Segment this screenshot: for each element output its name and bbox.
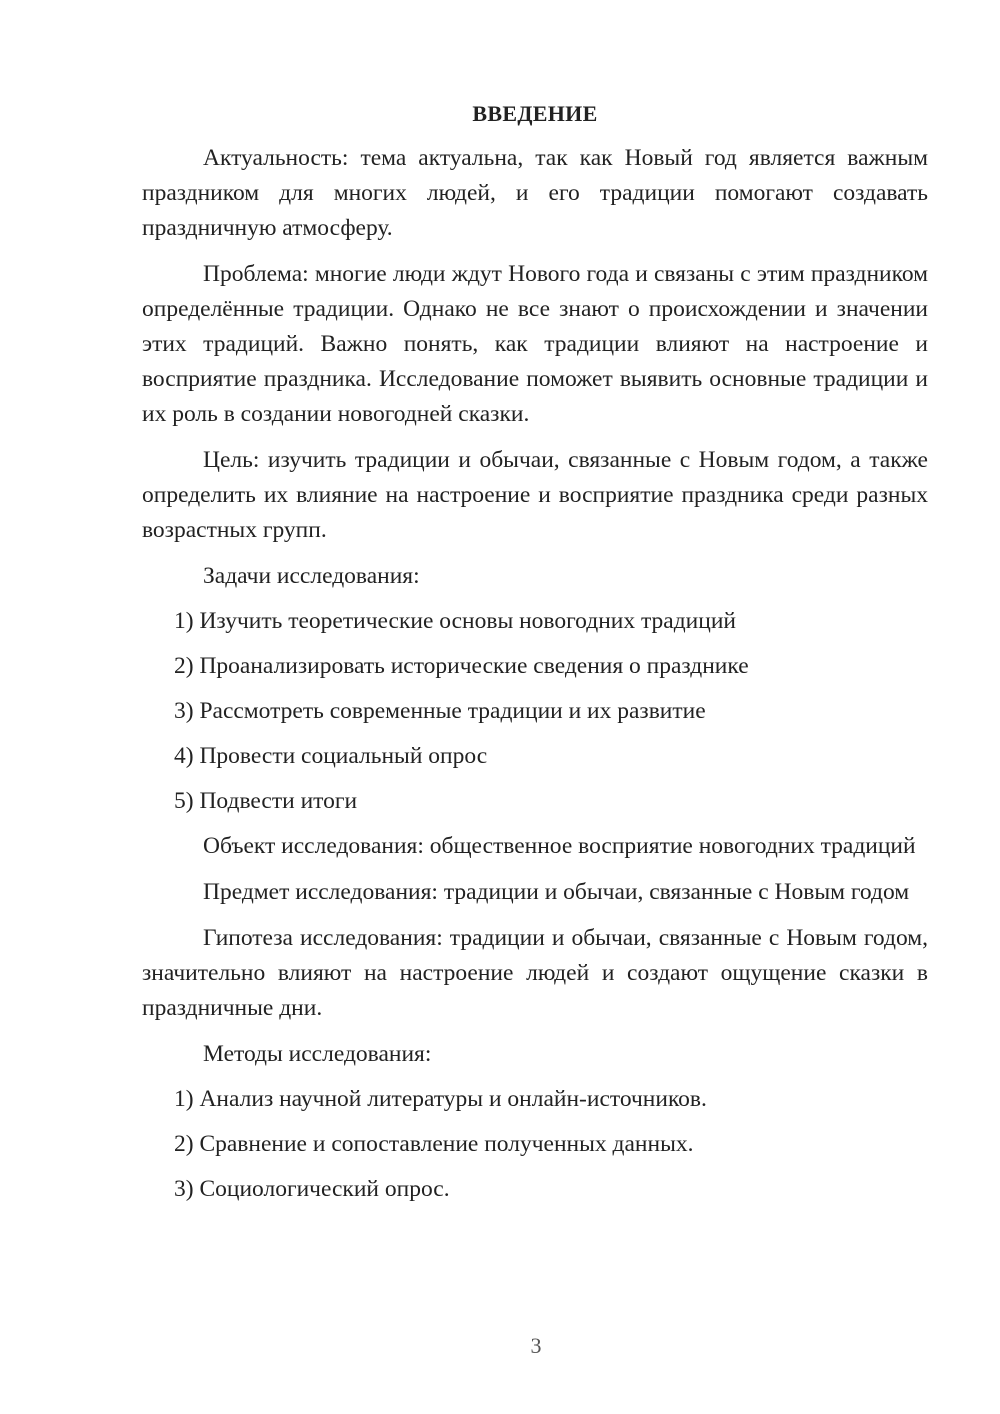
section-title: ВВЕДЕНИЕ: [472, 101, 598, 126]
method-item-2: 2) Сравнение и сопоставление полученных данных.: [174, 1131, 694, 1157]
task-item-5: 5) Подвести итоги: [174, 788, 358, 814]
methods-heading: Методы исследования:: [203, 1041, 432, 1067]
relevance-paragraph: Актуальность: тема актуальна, так как Новый год является важным праздником для многих людей, и его традиции помогают создавать праздничную атмосферу.: [142, 145, 928, 241]
task-item-1: 1) Изучить теоретические основы новогодних традиций: [174, 608, 736, 634]
tasks-heading: Задачи исследования:: [203, 563, 420, 589]
document-page: [142, 96, 928, 1217]
subject-paragraph: Предмет исследования: традиции и обычаи, связанные с Новым годом: [203, 879, 910, 905]
object-paragraph: Объект исследования: общественное восприятие новогодних традиций: [203, 833, 916, 859]
hypothesis-paragraph: Гипотеза исследования: традиции и обычаи, связанные с Новым годом, значительно влияют на настроение людей и создают ощущение сказки в праздничные дни.: [142, 925, 928, 1021]
task-item-3: 3) Рассмотреть современные традиции и их развитие: [174, 698, 706, 724]
method-item-3: 3) Социологический опрос.: [174, 1176, 450, 1202]
task-item-4: 4) Провести социальный опрос: [174, 743, 488, 769]
page-number: 3: [530, 1333, 542, 1358]
method-item-1: 1) Анализ научной литературы и онлайн-источников.: [174, 1086, 707, 1112]
problem-paragraph: Проблема: многие люди ждут Нового года и связаны с этим праздником определённые традиции. Однако не все знают о происхождении и значении этих традиций. Важно понять, как традиции влияют на настроение и восприятие праздника. Исследование поможет выявить основные традиции и их роль в создании новогодней сказки.: [142, 261, 928, 427]
task-item-2: 2) Проанализировать исторические сведения о празднике: [174, 653, 749, 679]
goal-paragraph: Цель: изучить традиции и обычаи, связанные с Новым годом, а также определить их влияние на настроение и восприятие праздника среди разных возрастных групп.: [142, 447, 928, 543]
